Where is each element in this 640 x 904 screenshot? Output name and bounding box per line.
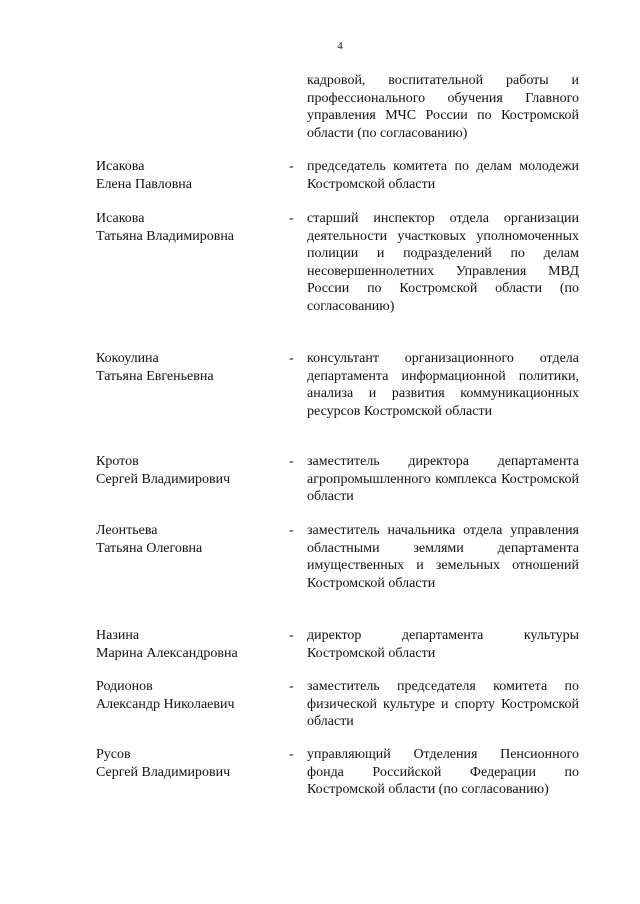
separator-dash: - <box>289 159 294 174</box>
member-name: Исакова Татьяна Владимировна <box>96 211 235 244</box>
member-name: Назина Марина Александровна <box>96 628 238 661</box>
member-name: Исакова Елена Павловна <box>96 159 193 192</box>
member-position: директор департамента культуры Костромской области <box>307 628 579 661</box>
member-position: заместитель председателя комитета по физической культуре и спорту Костромской области <box>307 679 579 729</box>
continued-description: кадровой, воспитательной работы и профессионального обучения Главного управления МЧС России по Костромской области (по согласованию) <box>307 73 579 141</box>
separator-dash: - <box>289 211 294 226</box>
member-position: старший инспектор отдела организации деятельности участковых уполномоченных полиции и подразделений по делам несовершеннолетних Управления МВД России по Костромской области (по согласованию) <box>307 211 579 314</box>
page-number: 4 <box>337 40 343 52</box>
member-name: Леонтьева Татьяна Олеговна <box>96 523 203 556</box>
member-position: управляющий Отделения Пенсионного фонда Российской Федерации по Костромской области (по согласованию) <box>307 747 579 797</box>
member-name: Кротов Сергей Владимирович <box>96 454 231 487</box>
separator-dash: - <box>289 679 294 694</box>
member-position: заместитель начальника отдела управления областными землями департамента имущественных и земельных отношений Костромской области <box>307 523 579 591</box>
separator-dash: - <box>289 454 294 469</box>
member-position: консультант организационного отдела департамента информационной политики, анализа и развития коммуникационных ресурсов Костромской области <box>307 351 579 419</box>
member-name: Родионов Александр Николаевич <box>96 679 235 712</box>
separator-dash: - <box>289 351 294 366</box>
member-position: председатель комитета по делам молодежи Костромской области <box>307 159 579 192</box>
separator-dash: - <box>289 628 294 643</box>
member-position: заместитель директора департамента агропромышленного комплекса Костромской области <box>307 454 579 504</box>
member-name: Русов Сергей Владимирович <box>96 747 231 780</box>
separator-dash: - <box>289 747 294 762</box>
separator-dash: - <box>289 523 294 538</box>
member-name: Кокоулина Татьяна Евгеньевна <box>96 351 214 384</box>
